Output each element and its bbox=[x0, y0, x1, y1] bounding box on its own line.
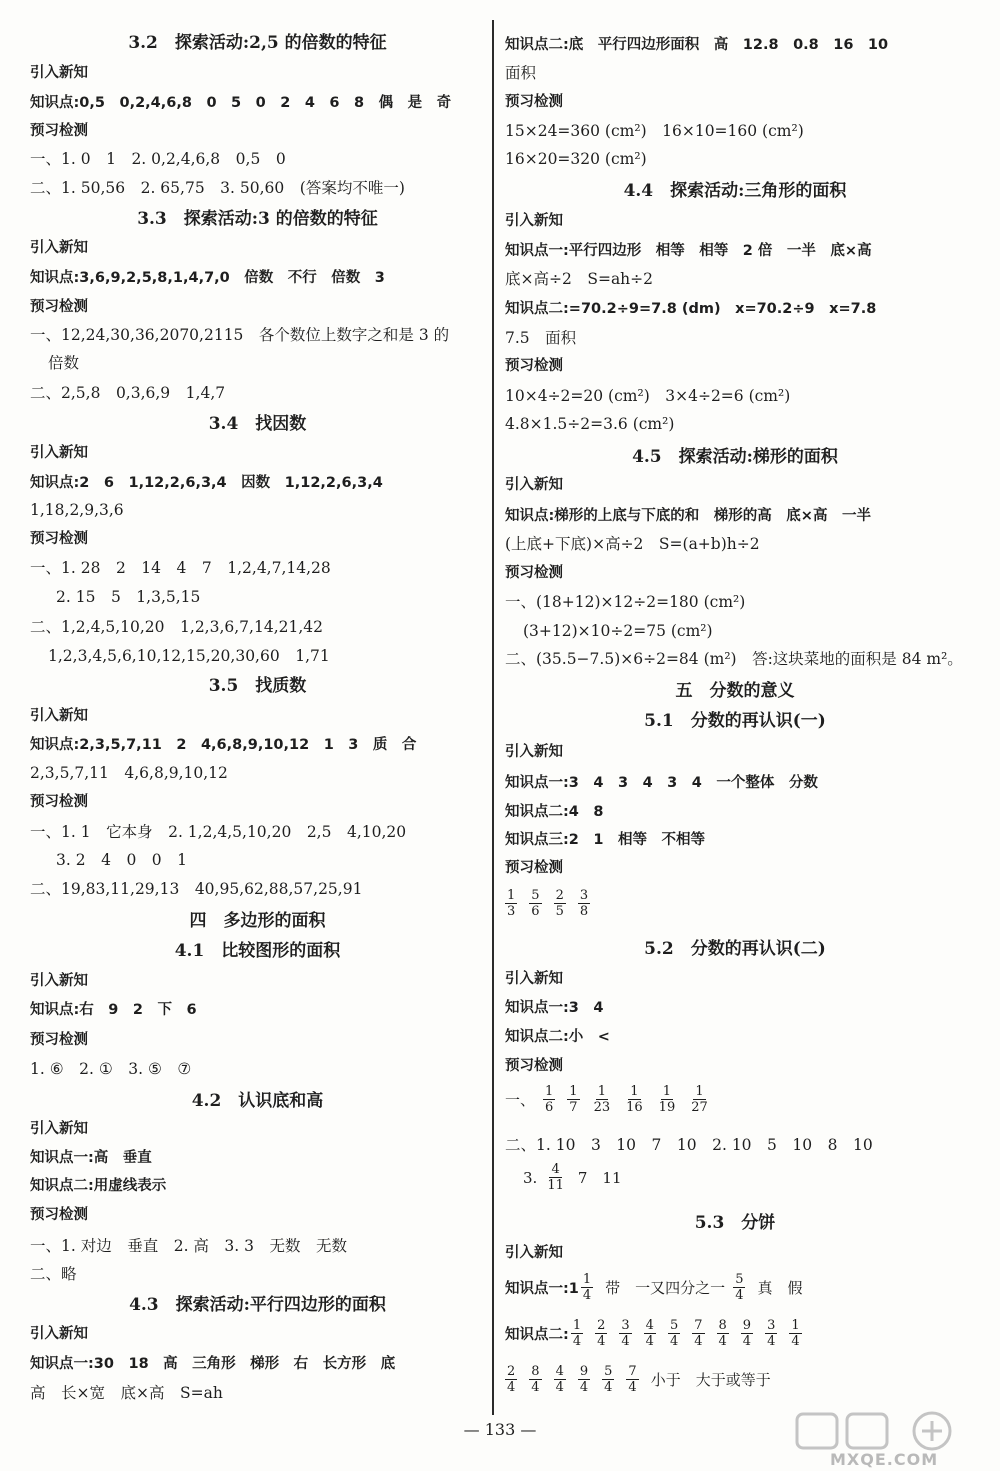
knowledge-point: 知识点:2 6 1,12,2,6,3,4 因数 1,12,2,6,3,4 bbox=[30, 475, 383, 491]
intro-label: 引入新知 bbox=[30, 65, 88, 81]
section-title: 3.3 探索活动:3 的倍数的特征 bbox=[137, 209, 378, 229]
section-title: 3.2 探索活动:2,5 的倍数的特征 bbox=[128, 33, 387, 53]
check-label: 预习检测 bbox=[505, 860, 563, 876]
fraction: $\frac{7}{4}$ bbox=[694, 1318, 703, 1349]
fraction: $\frac{4}{4}$ bbox=[645, 1318, 654, 1349]
knowledge-point: 知识点二:4 8 bbox=[505, 804, 604, 820]
knowledge-point-text: 真 假 bbox=[757, 1279, 803, 1297]
fraction: $\frac{3}{4}$ bbox=[767, 1318, 776, 1349]
answer-line: 二、1. 50,56 2. 65,75 3. 50,60 (答案均不唯一) bbox=[30, 179, 405, 197]
fraction: $\frac{9}{4}$ bbox=[742, 1318, 752, 1349]
fraction: $\frac{7}{4}$ bbox=[628, 1364, 637, 1395]
answer-line: 二、1,2,4,5,10,20 1,2,3,6,7,14,21,42 bbox=[30, 618, 323, 636]
knowledge-point: 知识点三:2 1 相等 不相等 bbox=[505, 832, 705, 848]
answer-text: 7 11 bbox=[577, 1169, 622, 1187]
fraction: $\frac{3}{4}$ bbox=[621, 1318, 630, 1349]
intro-label: 引入新知 bbox=[30, 1326, 88, 1342]
check-label: 预习检测 bbox=[30, 123, 88, 139]
section-title: 3.5 找质数 bbox=[208, 676, 307, 696]
fraction: $\frac{2}{4}$ bbox=[507, 1364, 516, 1395]
knowledge-point-cont: 2,3,5,7,11 4,6,8,9,10,12 bbox=[30, 764, 228, 782]
check-label: 预习检测 bbox=[30, 531, 88, 547]
answer-line: 一、1. 对边 垂直 2. 高 3. 3 无数 无数 bbox=[30, 1237, 348, 1255]
knowledge-point: 知识点:梯形的上底与下底的和 梯形的高 底×高 一半 bbox=[505, 508, 871, 524]
answer-line: 一、1. 28 2 14 4 7 1,2,4,7,14,28 bbox=[30, 559, 331, 577]
fraction: $\frac{8}{4}$ bbox=[718, 1318, 727, 1349]
fraction: $\frac{3}{8}$ bbox=[579, 888, 589, 919]
fraction: $\frac{1}{4}$ bbox=[791, 1318, 800, 1349]
knowledge-point: 知识点:3,6,9,2,5,8,1,4,7,0 倍数 不行 倍数 3 bbox=[30, 270, 385, 286]
watermark-stamp-icon bbox=[792, 1410, 982, 1455]
check-label: 预习检测 bbox=[505, 94, 563, 110]
fraction: $\frac{1}{16}$ bbox=[626, 1084, 643, 1115]
knowledge-point-cont: 7.5 面积 bbox=[505, 329, 577, 347]
answer-line: 二、略 bbox=[30, 1265, 77, 1283]
fraction: $\frac{1}{23}$ bbox=[593, 1084, 611, 1115]
section-title: 4.1 比较图形的面积 bbox=[174, 941, 341, 961]
check-label: 预习检测 bbox=[505, 565, 563, 581]
knowledge-point: 知识点:右 9 2 下 6 bbox=[30, 1002, 197, 1018]
fraction-row bbox=[505, 1318, 814, 1349]
knowledge-point: 知识点:2,3,5,7,11 2 4,6,8,9,10,12 1 3 质 合 bbox=[30, 737, 417, 753]
fraction: $\frac{1}{4}$ bbox=[572, 1318, 582, 1349]
intro-label: 引入新知 bbox=[505, 1245, 563, 1261]
fraction-row bbox=[505, 1364, 779, 1395]
section-title: 4.4 探索活动:三角形的面积 bbox=[623, 181, 847, 201]
answer-line: 一、1. 0 1 2. 0,2,4,6,8 0,5 0 bbox=[30, 150, 286, 168]
fraction: $\frac{1}{3}$ bbox=[507, 888, 516, 919]
fraction: $\frac{4}{4}$ bbox=[555, 1364, 564, 1395]
answer-prefix: 一、 bbox=[505, 1091, 536, 1109]
knowledge-point-text: 小于 大于或等于 bbox=[650, 1371, 771, 1389]
knowledge-point: 知识点二:小 < bbox=[505, 1029, 610, 1045]
check-label: 预习检测 bbox=[30, 1032, 88, 1048]
knowledge-point-cont: (上底+下底)×高÷2 S=(a+b)h÷2 bbox=[505, 535, 760, 553]
intro-label: 引入新知 bbox=[505, 213, 563, 229]
fraction: $\frac{2}{4}$ bbox=[597, 1318, 606, 1349]
intro-label: 引入新知 bbox=[505, 744, 563, 760]
knowledge-point: 知识点一:30 18 高 三角形 梯形 右 长方形 底 bbox=[30, 1356, 396, 1372]
fraction: $\frac{9}{4}$ bbox=[579, 1364, 589, 1395]
knowledge-point-prefix: 知识点二: bbox=[505, 1327, 569, 1343]
fraction: $\frac{5}{4}$ bbox=[669, 1318, 679, 1349]
knowledge-point: 知识点二:用虚线表示 bbox=[30, 1178, 167, 1194]
fraction: $\frac{1}{27}$ bbox=[691, 1084, 708, 1115]
answer-line: 二、1. 10 3 10 7 10 2. 10 5 10 8 10 bbox=[505, 1136, 873, 1154]
check-label: 预习检测 bbox=[30, 299, 88, 315]
section-title: 4.5 探索活动:梯形的面积 bbox=[632, 447, 838, 467]
answer-line: (3+12)×10÷2=75 (cm²) bbox=[523, 622, 713, 640]
knowledge-point-cont: 面积 bbox=[505, 64, 537, 82]
intro-label: 引入新知 bbox=[30, 708, 88, 724]
fraction-row bbox=[523, 1162, 630, 1193]
knowledge-point: 知识点一:平行四边形 相等 相等 2 倍 一半 底×高 bbox=[505, 243, 872, 259]
knowledge-point-cont: 底×高÷2 S=ah÷2 bbox=[505, 270, 654, 288]
answer-line: 二、2,5,8 0,3,6,9 1,4,7 bbox=[30, 384, 226, 402]
check-label: 预习检测 bbox=[505, 358, 563, 374]
answer-line: 一、1. 1 它本身 2. 1,2,4,5,10,20 2,5 4,10,20 bbox=[30, 823, 407, 841]
answer-line: 1,2,3,4,5,6,10,12,15,20,30,60 1,71 bbox=[48, 647, 330, 665]
section-title: 5.2 分数的再认识(二) bbox=[644, 939, 826, 959]
answer-line: 倍数 bbox=[48, 354, 80, 372]
chapter-title: 五 分数的意义 bbox=[675, 681, 795, 701]
fraction: $\frac{5}{6}$ bbox=[531, 888, 540, 919]
fraction-row bbox=[505, 1084, 722, 1115]
fraction: $\frac{1}{6}$ bbox=[545, 1084, 554, 1115]
answer-line: 1. ⑥ 2. ① 3. ⑤ ⑦ bbox=[30, 1060, 192, 1078]
knowledge-point: 知识点二:底 平行四边形面积 高 12.8 0.8 16 10 bbox=[505, 37, 889, 53]
knowledge-point-cont: 高 长×宽 底×高 S=ah bbox=[30, 1384, 223, 1402]
knowledge-point: 知识点一:3 4 3 4 3 4 一个整体 分数 bbox=[505, 775, 818, 791]
answer-line: 2. 15 5 1,3,5,15 bbox=[56, 588, 201, 606]
page-number: — 133 — bbox=[463, 1420, 537, 1439]
fraction: $\frac{1}{7}$ bbox=[569, 1084, 578, 1115]
check-label: 预习检测 bbox=[505, 1058, 563, 1074]
knowledge-point: 知识点一:高 垂直 bbox=[30, 1150, 152, 1166]
fraction-row bbox=[505, 888, 602, 919]
intro-label: 引入新知 bbox=[505, 971, 563, 987]
answer-line: 一、(18+12)×12÷2=180 (cm²) bbox=[505, 593, 746, 611]
section-title: 4.2 认识底和高 bbox=[191, 1091, 324, 1111]
fraction: $\frac{1}{4}$ bbox=[582, 1272, 592, 1303]
answer-line: 3. 2 4 0 0 1 bbox=[56, 851, 188, 869]
fraction: $\frac{5}{4}$ bbox=[735, 1272, 744, 1303]
fraction: $\frac{8}{4}$ bbox=[531, 1364, 540, 1395]
answer-line: 二、(35.5−7.5)×6÷2=84 (m²) 答:这块菜地的面积是 84 m²。 bbox=[505, 650, 963, 668]
chapter-title: 四 多边形的面积 bbox=[189, 911, 326, 931]
check-label: 预习检测 bbox=[30, 794, 88, 810]
answer-line: 4.8×1.5÷2=3.6 (cm²) bbox=[505, 415, 675, 433]
fraction-row bbox=[505, 1272, 810, 1303]
answer-line: 16×20=320 (cm²) bbox=[505, 150, 647, 168]
knowledge-point-cont: 1,18,2,9,3,6 bbox=[30, 501, 124, 519]
section-title: 5.3 分饼 bbox=[694, 1213, 776, 1233]
column-divider bbox=[492, 20, 494, 1415]
intro-label: 引入新知 bbox=[30, 445, 88, 461]
section-title: 5.1 分数的再认识(一) bbox=[644, 711, 826, 731]
section-title: 3.4 找因数 bbox=[208, 414, 307, 434]
intro-label: 引入新知 bbox=[30, 973, 88, 989]
answer-line: 10×4÷2=20 (cm²) 3×4÷2=6 (cm²) bbox=[505, 387, 791, 405]
knowledge-point: 知识点:0,5 0,2,4,6,8 0 5 0 2 4 6 8 偶 是 奇 bbox=[30, 95, 452, 111]
check-label: 预习检测 bbox=[30, 1207, 88, 1223]
watermark-text: MXQE.COM bbox=[830, 1450, 939, 1469]
knowledge-point: 知识点一:3 4 bbox=[505, 1000, 604, 1016]
fraction: $\frac{2}{5}$ bbox=[555, 888, 564, 919]
fraction: $\frac{4}{11}$ bbox=[547, 1162, 564, 1193]
knowledge-point-text: 带 一又四分之一 bbox=[605, 1279, 726, 1297]
fraction: $\frac{1}{19}$ bbox=[658, 1084, 676, 1115]
knowledge-point: 知识点二:=70.2÷9=7.8 (dm) x=70.2÷9 x=7.8 bbox=[505, 301, 877, 317]
answer-line: 二、19,83,11,29,13 40,95,62,88,57,25,91 bbox=[30, 880, 363, 898]
knowledge-point-prefix: 知识点一:1 bbox=[505, 1281, 579, 1297]
answer-prefix: 3. bbox=[523, 1168, 538, 1187]
intro-label: 引入新知 bbox=[30, 1121, 88, 1137]
answer-line: 一、12,24,30,36,2070,2115 各个数位上数字之和是 3 的 bbox=[30, 326, 450, 344]
answer-line: 15×24=360 (cm²) 16×10=160 (cm²) bbox=[505, 122, 804, 140]
intro-label: 引入新知 bbox=[505, 477, 563, 493]
intro-label: 引入新知 bbox=[30, 240, 88, 256]
section-title: 4.3 探索活动:平行四边形的面积 bbox=[129, 1295, 386, 1315]
fraction: $\frac{5}{4}$ bbox=[604, 1364, 613, 1395]
